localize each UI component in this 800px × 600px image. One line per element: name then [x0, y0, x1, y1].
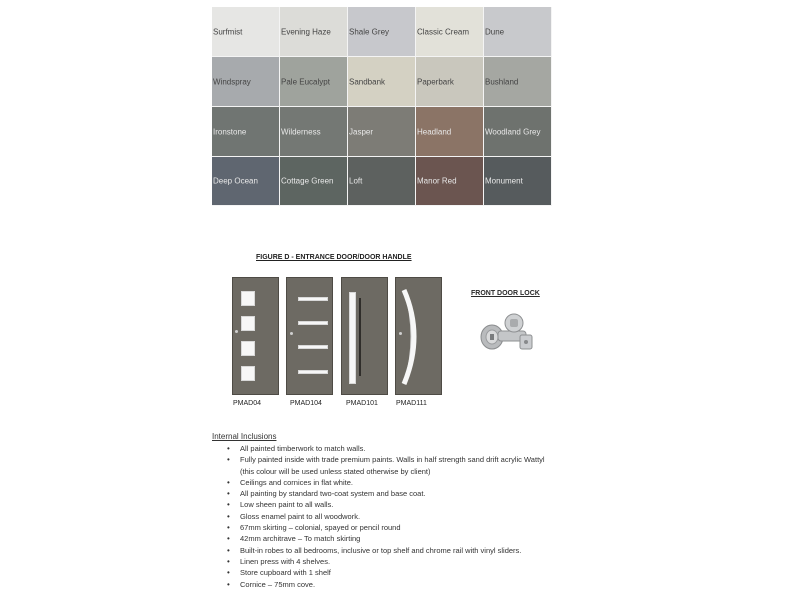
swatch-label: Evening Haze	[281, 27, 331, 36]
list-item: • 67mm skirting – colonial, spayed or pencil round	[226, 522, 546, 533]
door-glass	[298, 321, 328, 325]
door-glass	[241, 366, 255, 381]
swatch	[280, 157, 348, 206]
internal-inclusions-title: Internal Inclusions	[212, 432, 277, 441]
swatch	[348, 7, 416, 57]
door-glass	[241, 291, 255, 306]
swatch-label: Pale Eucalypt	[281, 77, 330, 86]
door-code-label: PMAD111	[396, 400, 427, 407]
door-code-label: PMAD04	[233, 400, 262, 407]
swatch	[484, 157, 552, 206]
door-pmad04-image	[232, 277, 279, 395]
swatch	[416, 7, 484, 57]
door-glass	[298, 297, 328, 301]
swatch-label: Sandbank	[349, 77, 386, 86]
swatch	[280, 57, 348, 107]
swatch-label: Ironstone	[213, 127, 247, 136]
swatch-label: Surfmist	[213, 27, 243, 36]
swatch-label: Woodland Grey	[485, 127, 541, 136]
list-item: • All painting by standard two-coat system and base coat.	[226, 488, 546, 499]
swatch	[280, 7, 348, 57]
door-glass	[241, 316, 255, 331]
door-code-label: PMAD101	[346, 400, 378, 407]
swatch-label: Cottage Green	[281, 176, 334, 186]
door-glass	[349, 292, 356, 384]
swatch	[212, 57, 280, 107]
list-item: • 42mm architrave – To match skirting	[226, 533, 546, 544]
figure-title: FIGURE D - ENTRANCE DOOR/DOOR HANDLE	[256, 254, 412, 261]
swatch-label: Shale Grey	[349, 27, 390, 36]
swatch	[348, 57, 416, 107]
door-pmad111-image	[395, 277, 442, 395]
swatch	[484, 107, 552, 157]
door-handle-icon	[235, 330, 238, 333]
list-item: • Low sheen paint to all walls.	[226, 499, 546, 510]
swatch-label: Monument	[485, 176, 523, 186]
door-glass	[298, 370, 328, 374]
swatch-label: Bushland	[485, 77, 519, 86]
door-pull-handle-icon	[359, 298, 361, 376]
swatch-label: Manor Red	[417, 176, 457, 186]
swatch	[348, 157, 416, 206]
door-code-label: PMAD104	[290, 400, 322, 407]
door-handle-icon	[399, 332, 402, 335]
swatch	[212, 7, 280, 57]
swatch	[416, 157, 484, 206]
swatch	[416, 107, 484, 157]
swatch	[416, 57, 484, 107]
list-item: • Gloss enamel paint to all woodwork.	[226, 511, 546, 522]
swatch-label: Headland	[417, 127, 452, 136]
swatch	[212, 107, 280, 157]
list-item: • Linen press with 4 shelves.	[226, 556, 546, 567]
list-item: • Built-in robes to all bedrooms, inclusive or top shelf and chrome rail with vinyl sliders.	[226, 545, 546, 556]
door-pmad101-image	[341, 277, 388, 395]
door-glass	[298, 345, 328, 349]
swatch	[348, 107, 416, 157]
swatch-label: Dune	[485, 27, 505, 36]
swatch-label: Classic Cream	[417, 27, 470, 36]
swatch-label: Windspray	[213, 77, 251, 86]
curved-glass-icon	[396, 278, 441, 394]
swatch-label: Deep Ocean	[213, 176, 258, 186]
swatch-label: Wilderness	[281, 127, 321, 136]
swatch	[484, 7, 552, 57]
list-item: • Ceilings and cornices in flat white.	[226, 477, 546, 488]
front-door-lock-title: FRONT DOOR LOCK	[471, 290, 540, 297]
inclusions-list	[226, 443, 546, 590]
door-lock-icon	[476, 309, 538, 359]
door-pmad104-image	[286, 277, 333, 395]
swatch	[212, 157, 280, 206]
list-item: • All painted timberwork to match walls.	[226, 443, 546, 454]
door-glass	[241, 341, 255, 356]
swatch-label: Loft	[349, 176, 363, 186]
colour-swatch-grid	[212, 7, 551, 206]
list-item: • Fully painted inside with trade premium paints. Walls in half strength sand drift acrylic Wattyl (this colour will be used unless stated otherwise by client)	[226, 454, 546, 477]
list-item: • Cornice – 75mm cove.	[226, 579, 546, 590]
swatch	[484, 57, 552, 107]
swatch-label: Jasper	[349, 127, 374, 136]
swatch	[280, 107, 348, 157]
list-item: • Store cupboard with 1 shelf	[226, 567, 546, 578]
swatch-label: Paperbark	[417, 77, 454, 86]
door-handle-icon	[290, 332, 293, 335]
